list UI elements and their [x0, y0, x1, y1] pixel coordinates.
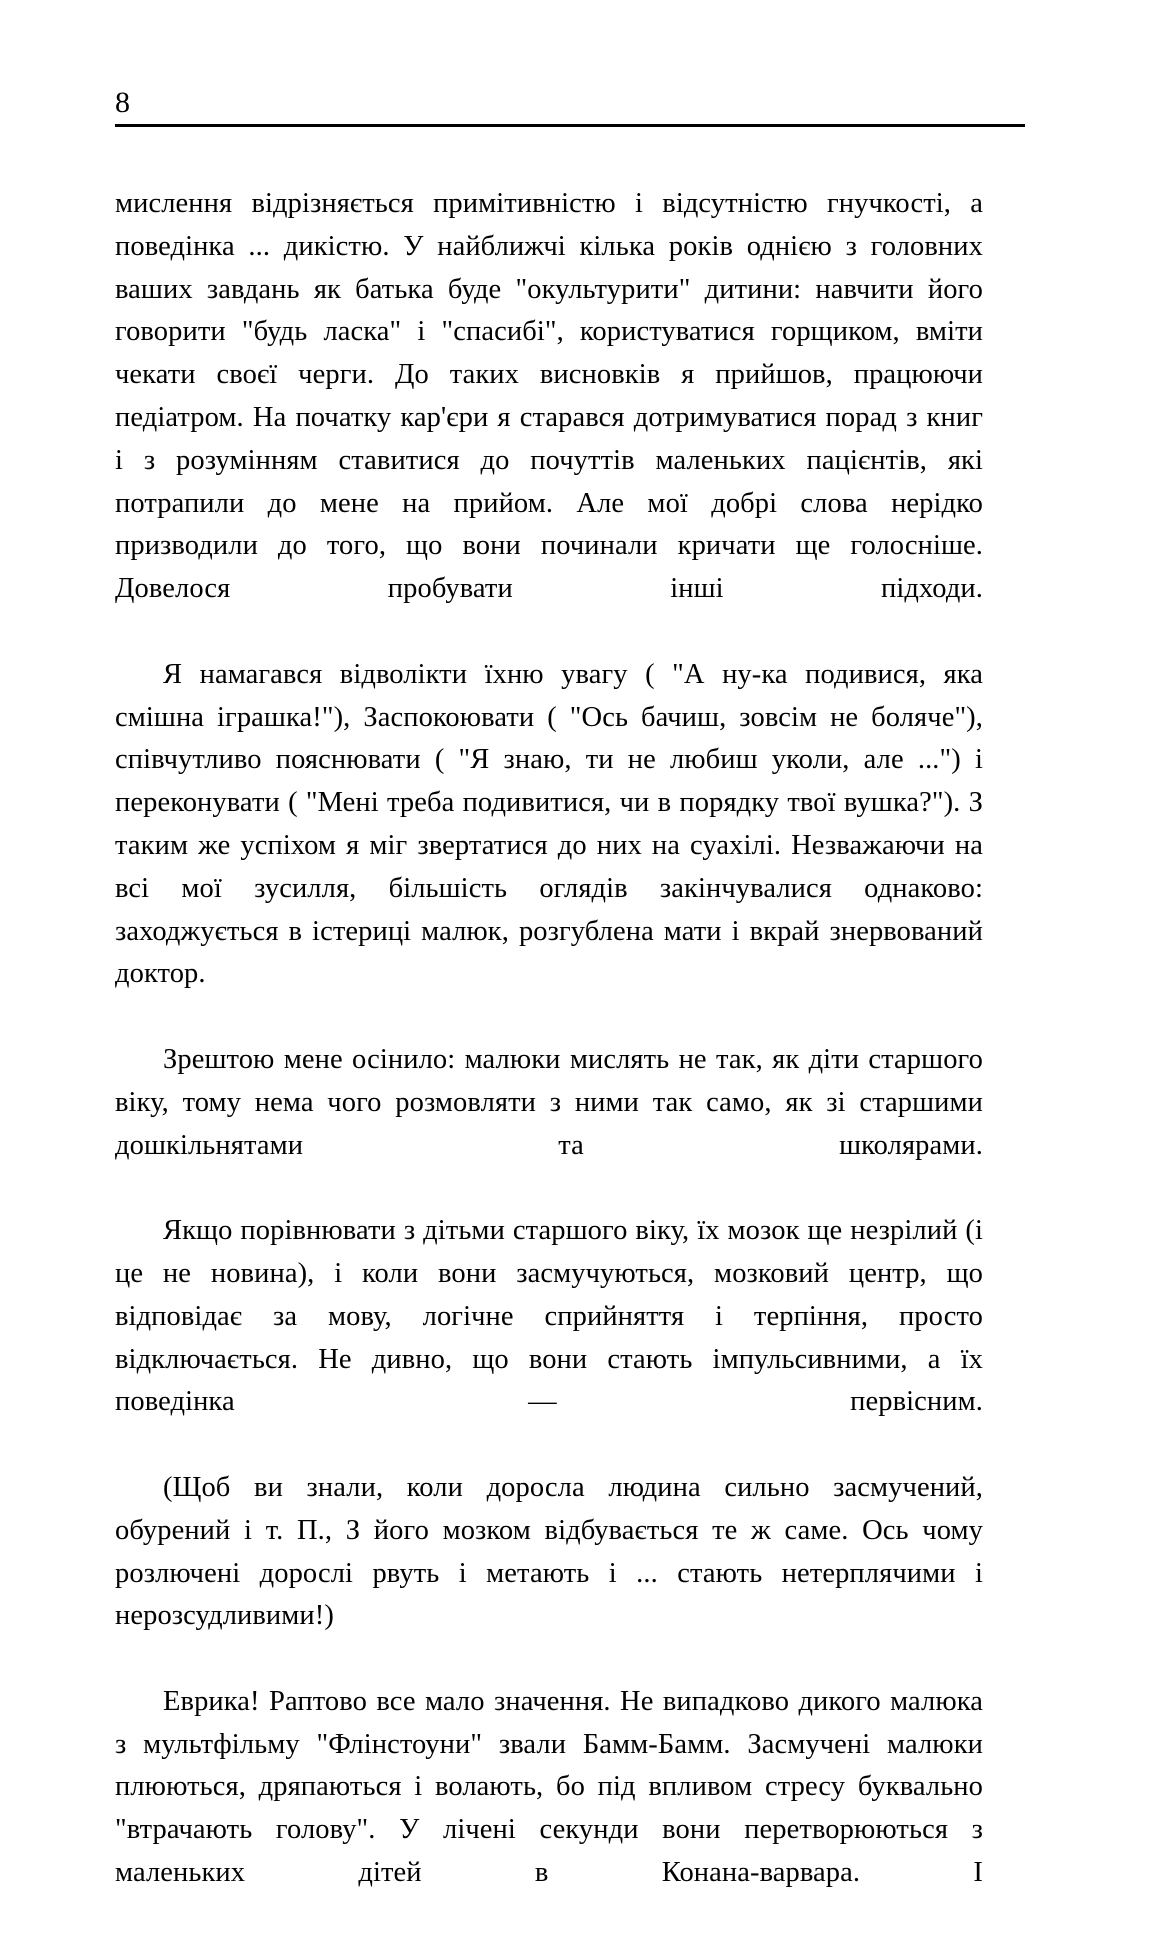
- paragraph-1: мислення відрізняється примітивністю і відсутністю гнучкості, а поведінка ... дикістю. У найближчі кілька років однією з головних ваших завдань як батька буде "окультурити" дитини: навчити його говорити "будь ласка" і "спасибі", користуватися горщиком, вміти чекати своєї черги. До таких висновків я прийшов, працюючи педіатром. На початку кар'єри я старався дотримуватися порад з книг і з розумінням ставитися до почуттів маленьких пацієнтів, які потрапили до мене на прийом. Але мої добрі слова нерідко призводили до того, що вони починали кричати ще голосніше. Довелося пробувати інші підходи.: [115, 188, 983, 605]
- paragraph-5: (Щоб ви знали, коли доросла людина сильно засмучений, обурений і т. П., З його мозком відбувається те ж саме. Ось чому розлючені дорослі рвуть і метають і ... стають нетерплячими і нерозсудливими!): [115, 1471, 983, 1632]
- paragraph-3: Зрештою мене осінило: малюки мислять не так, як діти старшого віку, тому нема чого розмовляти з ними так само, як зі старшими дошкільнятами та школярами.: [115, 1043, 983, 1161]
- page-number: 8: [115, 86, 131, 119]
- header-divider: [115, 124, 1025, 127]
- page-body: [115, 183, 983, 1938]
- page-header: [115, 86, 1025, 127]
- paragraph-6: Еврика! Раптово все мало значення. Не випадково дикого малюка з мультфільму "Флінстоуни" звали Бамм-Бамм. Засмучені малюки плюються, дряпаються і волають, бо під впливом стресу буквально "втрачають голову". У лічені секунди вони перетворюються з маленьких дітей в Конана-варвара. І: [115, 1685, 983, 1889]
- paragraph-2: Я намагався відволікти їхню увагу ( "А ну-ка подивися, яка смішна іграшка!"), Заспокоювати ( "Ось бачиш, зовсім не боляче"), співчутливо пояснювати ( "Я знаю, ти не любиш уколи, але ...") і переконувати ( "Мені треба подивитися, чи в порядку твої вушка?"). З таким же успіхом я міг звертатися до них на суахілі. Незважаючи на всі мої зусилля, більшість оглядів закінчувалися однаково: заходжується в істериці малюк, розгублена мати і вкрай знервований доктор.: [115, 658, 983, 990]
- paragraph-4: Якщо порівнювати з дітьми старшого віку, їх мозок ще незрілий (і це не новина), і коли вони засмучуються, мозковий центр, що відповідає за мову, логічне сприйняття і терпіння, просто відключається. Не дивно, що вони стають імпульсивними, а їх поведінка — первісним.: [115, 1215, 983, 1418]
